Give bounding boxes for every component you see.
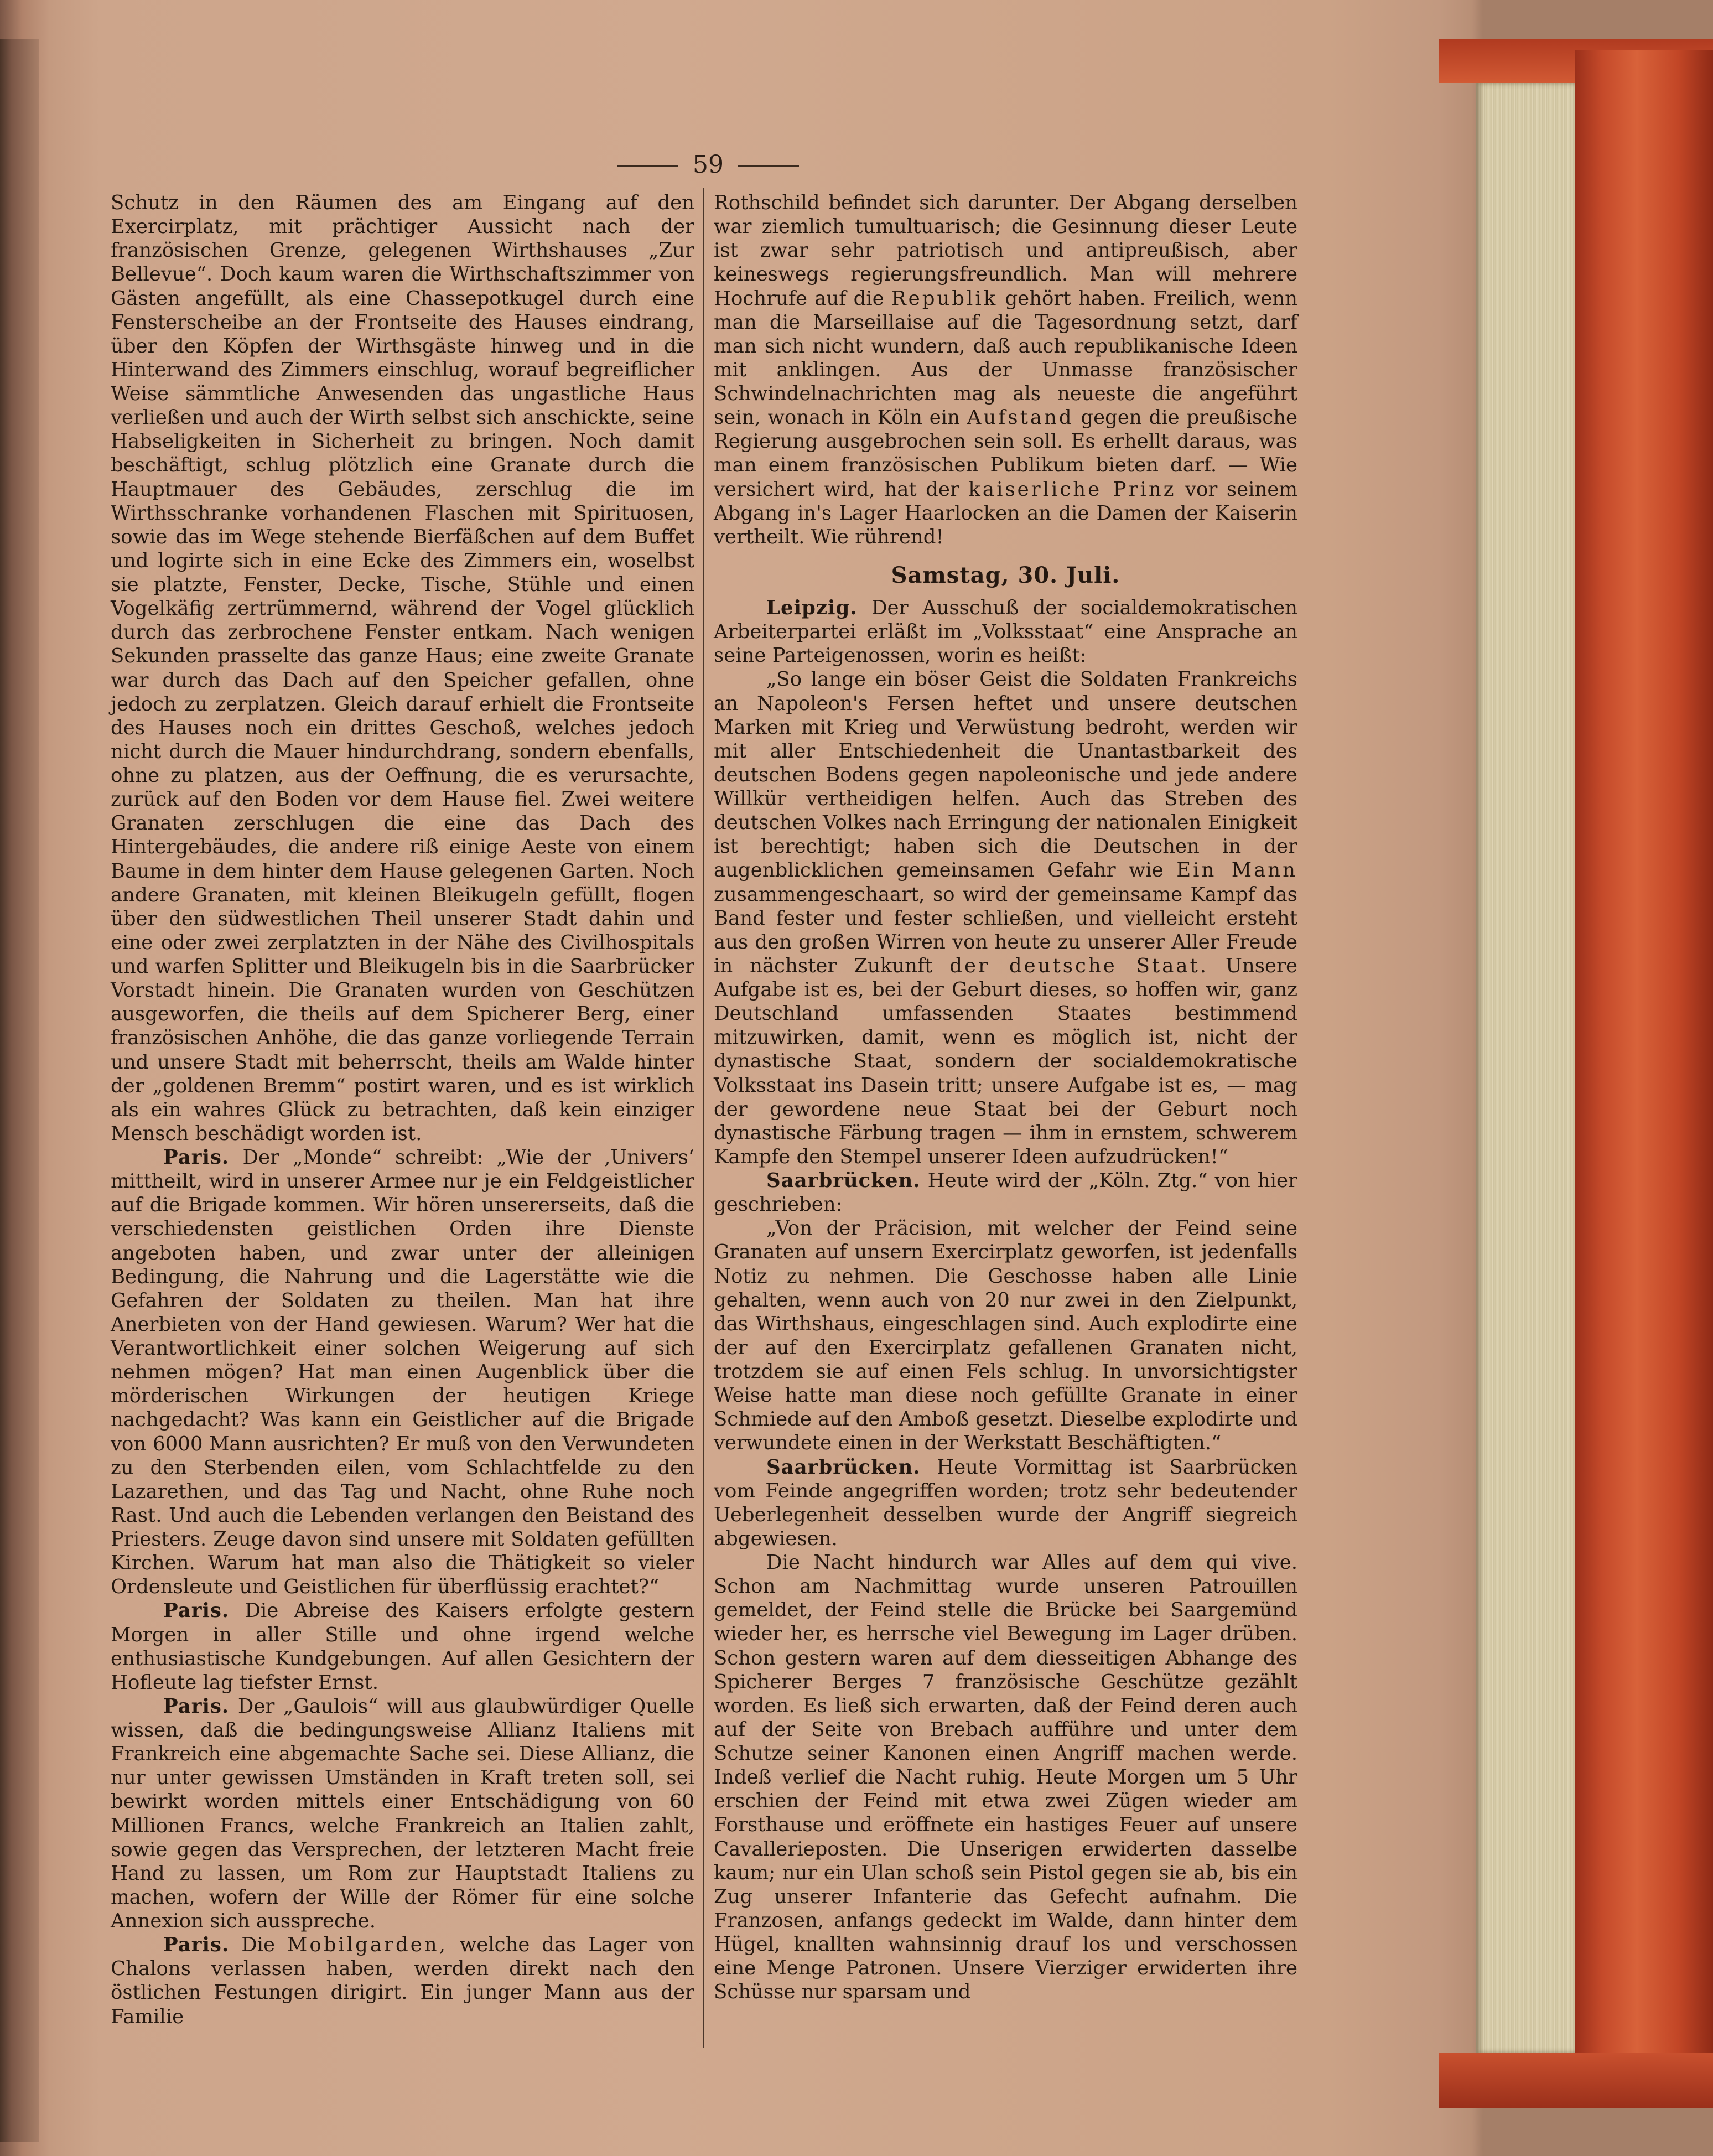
article-text: Der Ausschuß der socialdemokratischen Arbeiterpartei erläßt im „Volksstaat“ eine Ansprache an seine Parteigenossen, worin es heißt:: [714, 597, 1297, 667]
article-text: Der „Monde“ schreibt: „Wie der ‚Univers‘ mittheilt, wird in unserer Armee nur je ein Feldgeistlicher auf die Brigade kommen. Wir hören unsererseits, daß die verschiedensten geistlichen Orden ihre Dienste angeboten haben, und zwar unter der alleinigen Bedingung, die Nahrung und die Lagerstätte wie die Gefahren der Soldaten zu theilen. Man hat ihre Anerbieten von der Hand gewiesen. Warum? Wer hat die Verantwortlichkeit einer solchen Weigerung auf sich nehmen mögen? Hat man einen Augenblick über die mörderischen Wirkungen der heutigen Kriege nachgedacht? Was kann ein Geistlicher auf die Brigade von 6000 Mann ausrichten? Er muß von den Verwundeten zu den Sterbenden eilen, vom Schlachtfelde zu den Lazarethen, und das Tag und Nacht, ohne Ruhe noch Rast. Und auch die Lebenden verlangen den Beistand des Priesters. Zeuge davon sind unsere mit Soldaten gefüllten Kirchen. Warum hat man also die Thätigkeit so vieler Ordensleute und Geistlichen für überflüssig erachtet?“: [111, 1146, 694, 1599]
article-text: „So lange ein böser Geist die Soldaten Frankreichs an Napoleon's Fersen heftet und unsere deutschen Marken mit Krieg und Verwüstung bedroht, werden wir mit aller Entschiedenheit die Unantastbarkeit des deutschen Bodens gegen napoleonische und jede andere Willkür vertheidigen helfen. Auch das Streben des deutschen Volkes nach Erringung der nationalen Einigkeit ist berechtigt; haben sich die Deutschen in der augenblicklichen gemeinsamen Gefahr wie: [714, 668, 1297, 882]
dateline: Paris.: [163, 1694, 230, 1718]
article-text: vor seinem Abgang in's Lager Haarlocken an die Damen der Kaiserin vertheilt. Wie rührend!: [714, 478, 1297, 548]
article-continuation: [714, 191, 1297, 549]
article-text: Heute wird der „Köln. Ztg.“ von hier geschrieben:: [714, 1169, 1297, 1216]
dateline: Paris.: [163, 1934, 230, 1957]
page-number: 59: [693, 151, 724, 179]
article-leipzig: [714, 596, 1297, 667]
dateline: Saarbrücken.: [766, 1455, 921, 1479]
article-text: Heute Vormittag ist Saarbrücken vom Feinde angegriffen worden; trotz sehr bedeutender Ueberlegenheit desselben wurde der Angriff siegreich abgewiesen.: [714, 1455, 1297, 1550]
article-saarbruecken-bericht: Die Nacht hindurch war Alles auf dem qui vive. Schon am Nachmittag wurde unseren Patrouillen gemeldet, der Feind stelle die Brücke bei Saargemünd wieder her, es herrsche viel Bewegung im Lager drüben. Schon gestern waren auf dem diesseitigen Abhange des Spicherer Berges 7 französische Geschütze gezählt worden. Es ließ sich erwarten, daß der Feind deren auch auf der Seite von Brebach aufführe und unter dem Schutze seiner Kanonen einen Angriff machen werde. Indeß verlief die Nacht ruhig. Heute Morgen um 5 Uhr erschien der Feind mit etwa zwei Zügen wieder am Forsthause und eröffnete ein hastiges Feuer auf unsere Cavallerieposten. Die Unserigen erwiderten dasselbe kaum; nur ein Ulan schoß sein Pistol gegen sie ab, bis ein Zug unserer Infanterie das Gefecht aufnahm. Die Franzosen, anfangs gedeckt im Walde, dann hinter dem Hügel, knallten wahnsinnig drauf los und verschossen eine Menge Patronen. Unsere Vierziger erwiderten ihre Schüsse nur sparsam und: [714, 1551, 1297, 2004]
header-rule-right: [738, 165, 799, 167]
article-text: welche das Lager von Chalons verlassen haben, werden direkt nach den östlichen Festungen dirigirt. Ein junger Mann aus der Familie: [111, 1934, 694, 2028]
dateline: Saarbrücken.: [766, 1169, 921, 1192]
article-paris-gaulois: [111, 1694, 694, 1933]
article-text: Unsere Aufgabe ist es, bei der Geburt dieses, so hoffen wir, ganz Deutschland umfassenden Staates bestimmend mitzuwirken, damit, wenn es möglich ist, nicht der dynastische Staat, sondern der socialdemokratische Volksstaat ins Dasein tritt; unsere Aufgabe ist es, — mag der gewordene neue Staat bei der Geburt noch dynastische Färbung tragen — ihm in ernstem, schwerem Kampfe den Stempel unserer Ideen aufzudrücken!“: [714, 954, 1297, 1168]
page-fore-edge: [1476, 83, 1575, 2053]
article-text: gehört haben. Freilich, wenn man die Marseillaise auf die Tagesordnung setzt, darf man sich nicht wundern, daß auch republikanische Ideen mit anklingen. Aus der Unmasse französischer Schwindelnachrichten mag als neueste die angeführt sein, wonach in Köln ein: [714, 287, 1298, 429]
page-number-header: [603, 151, 813, 179]
article-text: Die Abreise des Kaisers erfolgte gestern Morgen in aller Stille und ohne irgend welche enthusiastische Kundgebungen. Auf allen Gesichtern der Hofleute lag tiefster Ernst.: [111, 1599, 694, 1694]
article-text: zusammengeschaart, so wird der gemeinsame Kampf das Band fester und fester schließen, und vielleicht ersteht aus den großen Wirren von heute zu unserer Aller Freude in nächster Zukunft: [714, 883, 1297, 977]
article-paris-monde: [111, 1146, 694, 1599]
column-divider: [703, 188, 704, 2048]
article-text: gegen die preußische Regierung ausgebrochen sein soll. Es erhellt daraus, was man einem französischen Publikum bieten darf. — Wie versichert wird, hat der: [714, 406, 1297, 501]
article-continuation: Schutz in den Räumen des am Eingang auf den Exercirplatz, mit prächtiger Aussicht nach der französischen Grenze, gelegenen Wirthshauses „Zur Bellevue“. Doch kaum waren die Wirthschaftszimmer von Gästen angefüllt, als eine Chassepotkugel durch eine Fensterscheibe an der Frontseite des Hauses eindrang, über den Köpfen der Wirthsgäste hinweg und in die Hinterwand des Zimmers einschlug, worauf begreiflicher Weise sämmtliche Anwesenden das ungastliche Haus verließen und auch der Wirth selbst sich anschickte, seine Habseligkeiten in Sicherheit zu bringen. Noch damit beschäftigt, schlug plötzlich eine Granate durch die Hauptmauer des Gebäudes, zerschlug die im Wirthsschranke vorhandenen Flaschen mit Spirituosen, sowie das im Wege stehende Bierfäßchen auf dem Buffet und logirte sich in eine Ecke des Zimmers ein, woselbst sie platzte, Fenster, Decke, Tische, Stühle und einen Vogelkäfig zertrümmernd, während der Vogel glücklich durch das zerbrochene Fenster entkam. Nach wenigen Sekunden prasselte das ganze Haus; eine zweite Granate war durch das Dach auf den Speicher gefallen, ohne jedoch zu zerplatzen. Gleich darauf erhielt die Frontseite des Hauses noch ein drittes Geschoß, welches jedoch nicht durch die Mauer hindurchdrang, sondern ebenfalls, ohne zu platzen, aus der Oeffnung, die es verursachte, zurück auf den Boden vor dem Hause fiel. Zwei weitere Granaten zerschlugen die eine das Dach des Hintergebäudes, die andere riß einige Aeste von einem Baume in dem hinter dem Hause gelegenen Garten. Noch andere Granaten, mit kleinen Bleikugeln gefüllt, flogen über den südwestlichen Theil unserer Stadt dahin und eine oder zwei zerplatzten in der Nähe des Civilhospitals und warfen Splitter und Bleikugeln bis in die Saarbrücker Vorstadt hinein. Die Granaten wurden von Geschützen ausgeworfen, die theils auf dem Spicherer Berg, einer französischen Anhöhe, die das ganze vorliegende Terrain und unsere Stadt mit beherrscht, theils am Walde hinter der „goldenen Bremm“ postirt waren, und es ist wirklich als ein wahres Glück zu betrachten, daß kein einziger Mensch beschädigt worden ist.: [111, 191, 694, 1145]
article-saarbruecken-quote: „Von der Präcision, mit welcher der Feind seine Granaten auf unsern Exercirplatz geworfen, ist jedenfalls Notiz zu nehmen. Die Geschosse haben alle Linie gehalten, wenn auch von 20 nur zwei in den Zielpunkt, das Wirthshaus, eingeschlagen sind. Auch explodirte eine der auf den Exercirplatz gefallenen Granaten nicht, trotzdem sie auf einen Fels schlug. In unvorsichtigster Weise hatte man diese noch gefüllte Granate in einer Schmiede auf den Amboß gesetzt. Dieselbe explodirte und verwundete einen in der Werkstatt Beschäftigten.“: [714, 1217, 1297, 1455]
dateline: Leipzig.: [766, 597, 858, 619]
article-paris-mobilgarden: [111, 1933, 694, 2029]
left-column: [111, 191, 694, 2029]
spaced-emphasis: Aufstand: [967, 406, 1074, 429]
article-paris-abreise: [111, 1599, 694, 1694]
article-text: Die: [241, 1934, 276, 1957]
article-text: Rothschild befindet sich darunter. Der Abgang derselben war ziemlich tumultuarisch; die Gesinnung dieser Leute ist zwar sehr patriotisch und antipreußisch, aber keineswegs regierungsfreundlich. Man will mehrere Hochrufe auf die: [714, 191, 1297, 310]
article-saarbruecken-koeln: [714, 1169, 1297, 1216]
spaced-emphasis: Mobilgarden,: [287, 1934, 448, 1957]
cover-bottom-edge: [1439, 2053, 1713, 2108]
dateline: Paris.: [163, 1146, 230, 1169]
spaced-emphasis: der deutsche Staat.: [949, 954, 1209, 977]
article-leipzig-quote: [714, 667, 1297, 1169]
dateline: Paris.: [163, 1599, 230, 1623]
date-heading: Samstag, 30. Juli.: [891, 562, 1120, 588]
spaced-emphasis: kaiserliche Prinz: [968, 478, 1176, 501]
red-cover-edge: [1575, 50, 1713, 2097]
article-text: Der „Gaulois“ will aus glaubwürdiger Quelle wissen, daß die bedingungsweise Allianz Italiens mit Frankreich eine abgemachte Sache sei. Diese Allianz, die nur unter gewissen Umständen in Kraft treten soll, sei bewirkt worden mittels einer Entschädigung von 60 Millionen Francs, welche Frankreich an Italien zahlt, sowie gegen das Versprechen, der letzteren Macht freie Hand zu lassen, um Rom zur Hauptstadt Italiens zu machen, wofern der Wille der Römer für eine solche Annexion sich ausspreche.: [111, 1694, 694, 1932]
header-rule-left: [617, 165, 678, 167]
article-saarbruecken-angriff: [714, 1455, 1297, 1551]
left-page-edge: [0, 39, 39, 2142]
spaced-emphasis: Republik: [891, 287, 998, 310]
spaced-emphasis: Ein Mann: [1176, 859, 1297, 882]
right-column: [714, 191, 1297, 2004]
